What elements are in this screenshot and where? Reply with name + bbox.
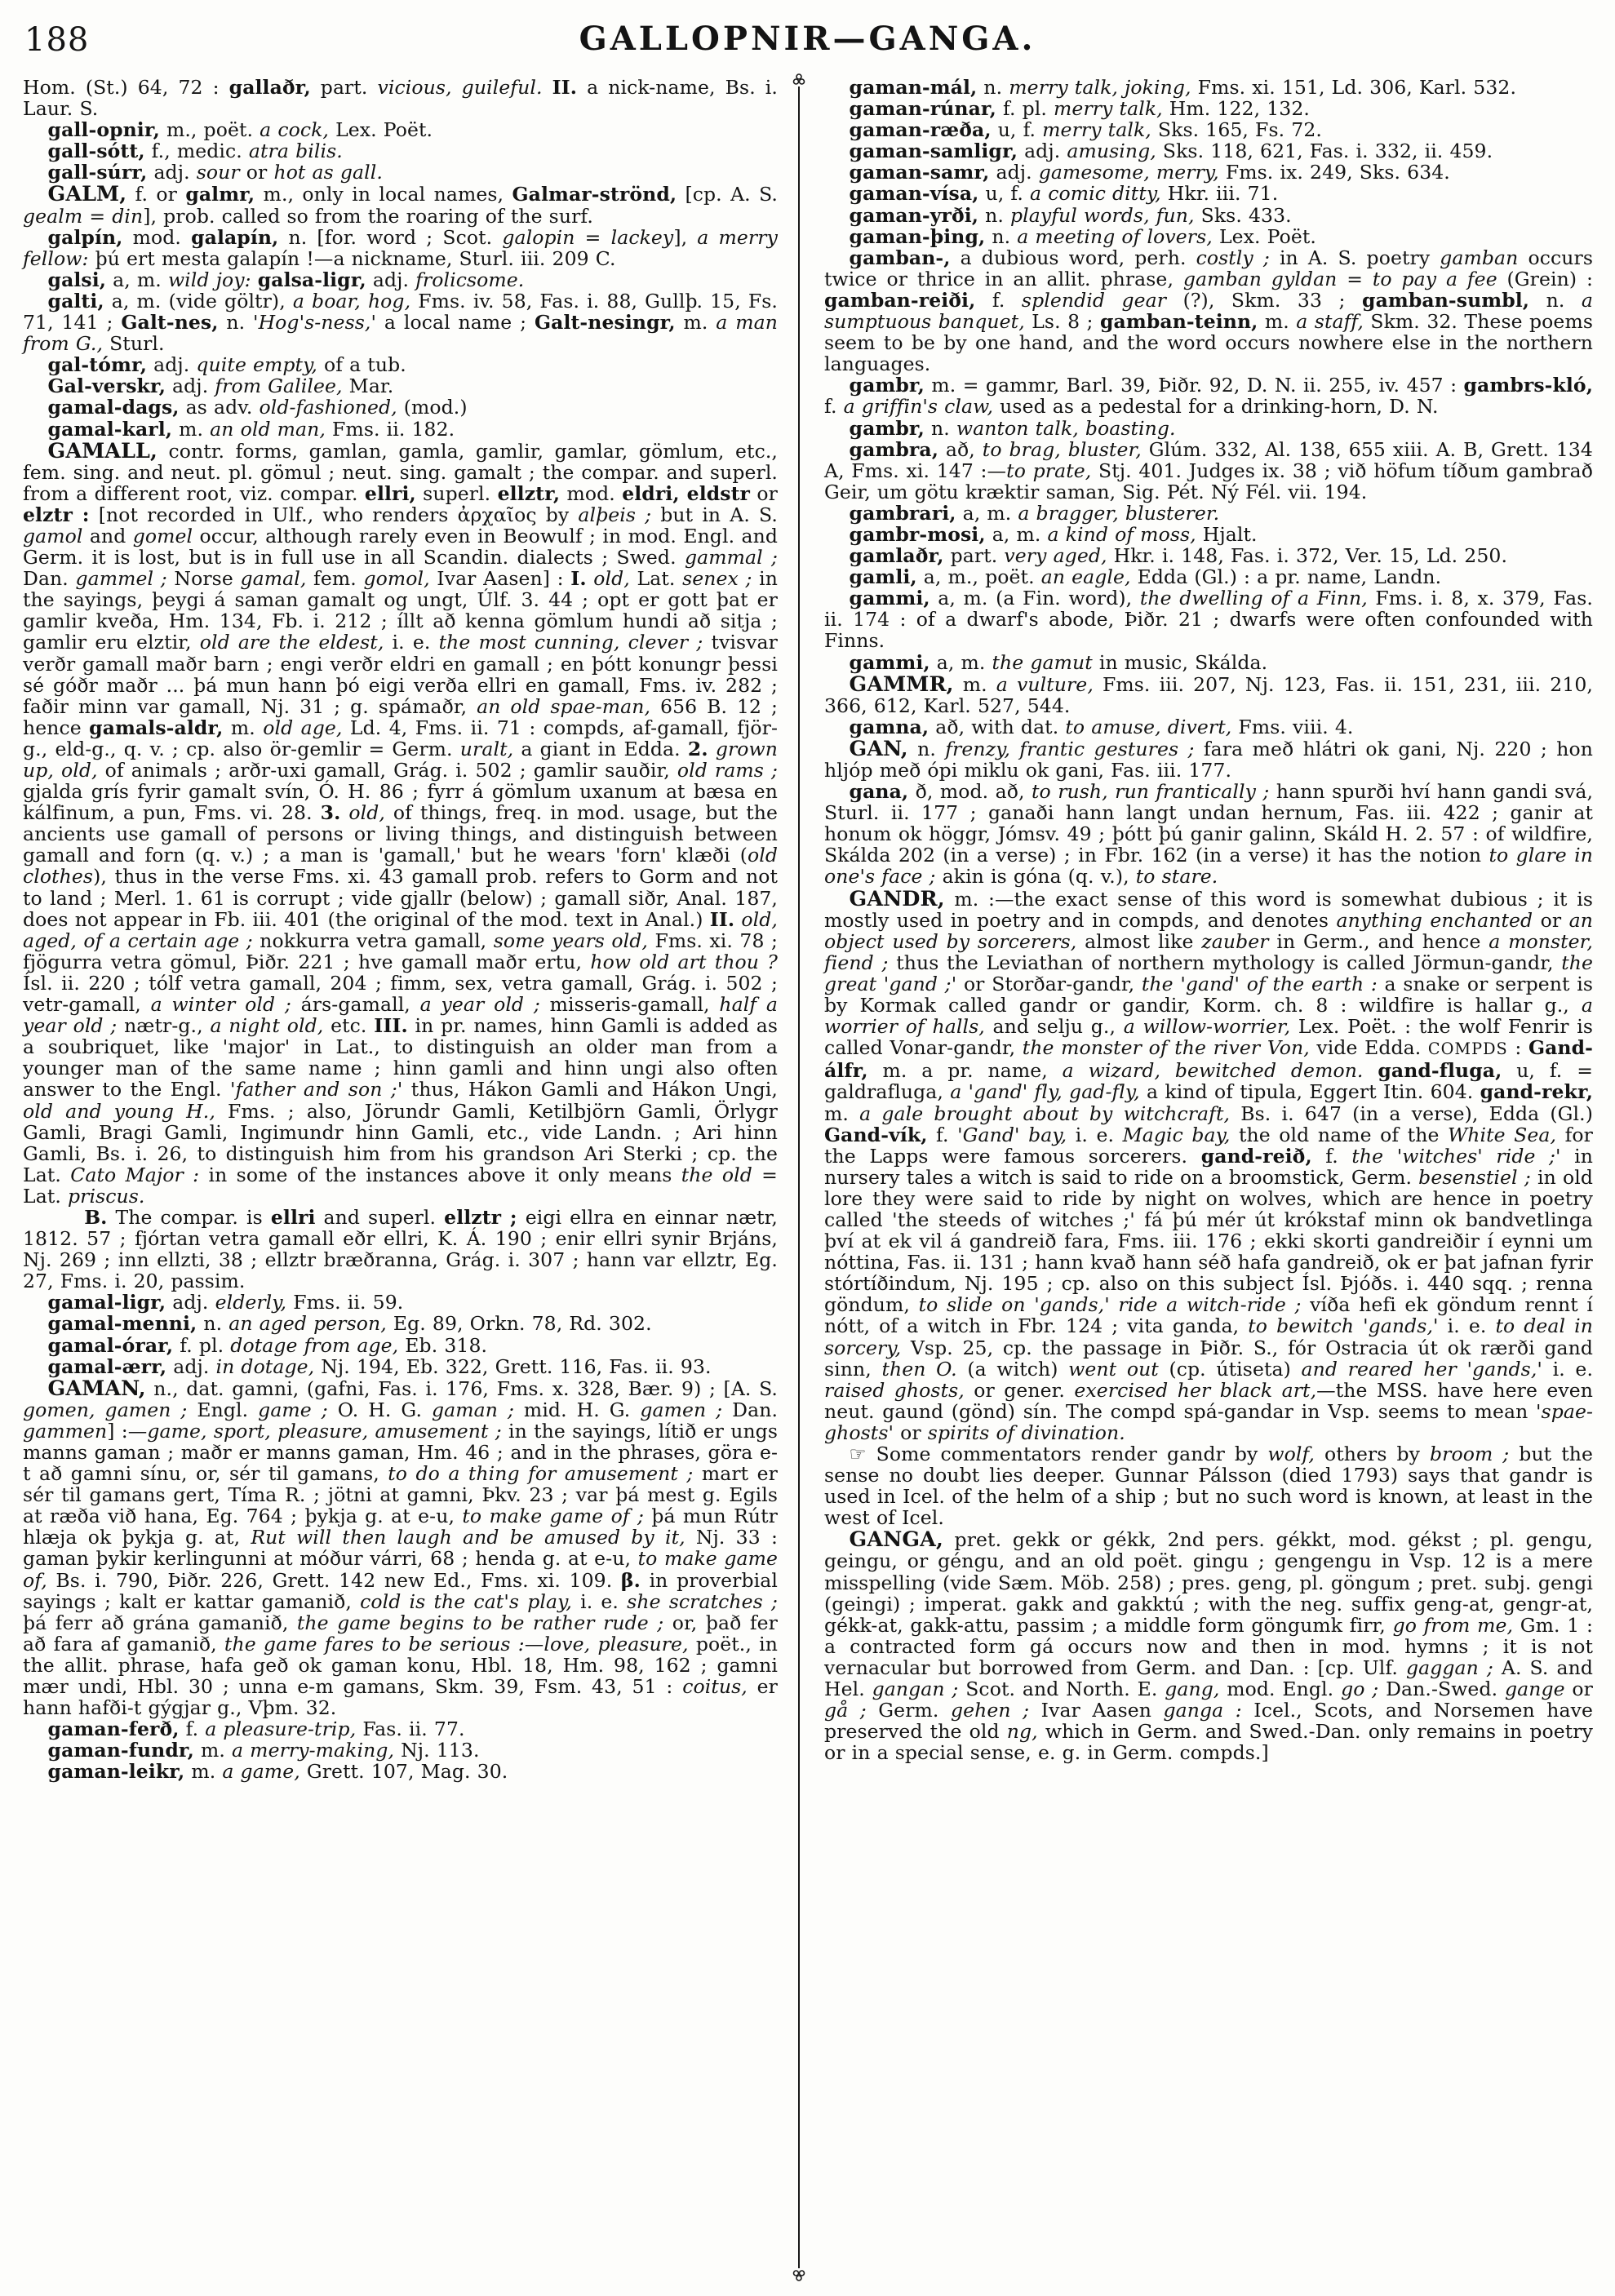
- dictionary-entry: GAMALL, contr. forms, gamlan, gamla, gamlir, gamlar, gömlum, etc., fem. sing. and neut. pl. gömul ; neut. sing. gamalt ; the compar. and superl. from a different root, viz. compar. ellri, superl. ellztr, mod. eldri, eldstr or elztr : [not recorded in Ulf., who renders ἀρχαῖος by alþeis ; but in A. S. gamol and gomel occur, although rarely even in Beowulf ; in mod. Engl. and Germ. it is lost, but is in full use in all Scandin. dialects ; Swed. gammal ; Dan. gammel ; Norse gamal, fem. gomol, Ivar Aasen] : I. old, Lat. senex ; in the sayings, þeygi á saman gamalt og ungt, Úlf. 3. 44 ; opt er gott þat er gamlir kveða, Hm. 134, Fb. i. 212 ; íllt að kenna gömlum hundi að sitja ; gamlir eru elztir, old are the eldest, i. e. the most cunning, clever ; tvisvar verðr gamall maðr barn ; engi verðr eldri en gamall ; en þótt konungr þessi sé góðr maðr ... þá mun hann þó eigi verða ellri en gamall, Fms. iv. 282 ; faðir minn var gamall, Nj. 31 ; g. spámaðr, an old spae-man, 656 B. 12 ; hence gamals-aldr, m. old age, Ld. 4, Fms. ii. 71 : compds, af-gamall, fjör-g., eld-g., q. v. ; cp. also ör-gemlir = Germ. uralt, a giant in Edda. 2. grown up, old, of animals ; arðr-uxi gamall, Grág. i. 502 ; gamlir sauðir, old rams ; gjalda grís fyrir gamalt svín, Ó. H. 86 ; fyrr á gömlum uxanum at bæsa en kálfinum, a pun, Fms. vi. 28. 3. old, of things, freq. in mod. usage, but the ancients use gamall of persons or living things, and distinguish between gamall and forn (q. v.) ; a man is 'gamall,' but he wears 'forn' klæði (old clothes), thus in the verse Fms. xi. 43 gamall prob. refers to Gorm and not to land ; Merl. 1. 61 is corrupt ; vide gjallr (below) ; gamall siðr, Anal. 187, does not appear in Fb. iii. 401 (the original of the mod. text in Anal.) II. old, aged, of a certain age ; nokkurra vetra gamall, some years old, Fms. xi. 78 ; fjögurra vetra gömul, Þiðr. 221 ; hve gamall maðr ertu, how old art thou ? Ísl. ii. 220 ; tólf vetra gamall, 204 ; fimm, sex, vetra gamall, Grág. i. 502 ; vetr-gamall, a winter old ; árs-gamall, a year old ; misseris-gamall, half a year old ; nætr-g., a night old, etc. III. in pr. names, hinn Gamli is added as a soubriquet, like 'major' in Lat., to distinguish an older man from a younger man of the same name ; hinn gamli and hinn ungi also often answer to the Engl. 'father and son ;' thus, Hákon Gamli and Hákon Ungi, old and young H., Fms. ; also, Jörundr Gamli, Ketilbjörn Gamli, Örlygr Gamli, Bragi Gamli, Ingimundr hinn Gamli, etc., vide Landn. ; Ari hinn Gamli, Bs. i. 26, to distinguish him from his grandson Ari Sterki ; cp. the Lat. Cato Major : in some of the instances above it only means the old = Lat. priscus.: [23, 437, 779, 1208]
- dictionary-entry: gaman-ferð, f. a pleasure-trip, Fas. ii. 77.: [47, 1718, 465, 1741]
- dictionary-entry: gambrari, a, m. a bragger, blusterer.: [849, 501, 1220, 525]
- dictionary-entry: GALM, f. or galmr, m., only in local names, Galmar-strönd, [cp. A. S. gealm = din], prob. called so from the roaring of the surf.: [23, 181, 778, 228]
- dictionary-entry: GAN, n. frenzy, frantic gestures ; fara með hlátri ok gani, Nj. 220 ; hon hljóp með ópi miklu ok gani, Fas. iii. 177.: [824, 735, 1593, 782]
- page-number: 188: [24, 21, 90, 59]
- dictionary-entry: gaman-samligr, adj. amusing, Sks. 118, 621, Fas. i. 332, ii. 459.: [849, 140, 1493, 163]
- dictionary-entry: gaman-samr, adj. gamesome, merry, Fms. ix. 249, Sks. 634.: [849, 161, 1450, 184]
- dictionary-entry: ☞ Some commentators render gandr by wolf, others by broom ; but the sense no doubt lies deeper. Gunnar Pálsson (died 1793) says that gandr is used in Icel. of the helm of a ship ; but no such word is known, at least in the west of Icel.: [824, 1443, 1593, 1530]
- dictionary-entry: gaman-rúnar, f. pl. merry talk, Hm. 122, 132.: [849, 97, 1310, 121]
- dictionary-entry: gamban-, a dubious word, perh. costly ; in A. S. poetry gamban occurs twice or thrice in an allit. phrase, gamban gyldan = to pay a fee (Grein) : gamban-reiði, f. splendid gear (?), Skm. 33 ; gamban-sumbl, n. a sumptuous banquet, Ls. 8 ; gamban-teinn, m. a staff, Skm. 32. These poems seem to be by one hand, and the word occurs nowhere else in the northern languages.: [824, 246, 1594, 376]
- dictionary-entry: gana, ð, mod. að, to rush, run frantically ; hann spurði hví hann gandi svá, Sturl. ii. 177 ; ganaði hann langt undan hernum, Fas. iii. 422 ; ganir at honum ok höggr, Jómsv. 49 ; þótt þú ganir galinn, Skáld H. 2. 57 : of wildfire, Skálda 202 (in a verse) ; in Fbr. 162 (in a verse) it has the notion to glare in one's face ; akin is góna (q. v.), to stare.: [824, 780, 1594, 889]
- page-header: [0, 15, 1615, 64]
- dictionary-entry: gamlaðr, part. very aged, Hkr. i. 148, Fas. i. 372, Ver. 15, Ld. 250.: [849, 544, 1508, 568]
- dictionary-entry: galsi, a, m. wild joy: galsa-ligr, adj. frolicsome.: [47, 268, 525, 291]
- dictionary-entry: gaman-þing, n. a meeting of lovers, Lex. Poët.: [849, 224, 1316, 248]
- dictionary-entry: B. The compar. is ellri and superl. ellztr ; eigi ellra en einnar nætr, 1812. 57 ; fjórtan vetra gamall eðr ellri, K. Á. 190 ; enir ellri synir Brjáns, Nj. 269 ; inn ellzti, 38 ; ellztr bræðranna, Grág. i. 307 ; hann var ellztr, Eg. 27, Fms. i. 20, passim.: [23, 1205, 778, 1293]
- dictionary-entry: gambra, að, to brag, bluster, Glúm. 332, Al. 138, 655 xiii. A. B, Grett. 134 A, Fms. xi. 147 :—to prate, Stj. 401. Judges ix. 38 ; við höfum tíðum gambrað Geir, um götu kræktir saman, Sig. Pét. Ný Fél. vii. 194.: [824, 437, 1593, 503]
- divider-rule: [798, 86, 800, 2268]
- dictionary-entry: gall-súrr, adj. sour or hot as gall.: [47, 161, 383, 184]
- dictionary-entry: gall-opnir, m., poët. a cock, Lex. Poët.: [47, 118, 433, 142]
- dictionary-entry: gall-sótt, f., medic. atra bilis.: [47, 140, 343, 163]
- dictionary-entry: gammi, a, m. the gamut in music, Skálda.: [849, 650, 1268, 674]
- dictionary-entry: gamal-ærr, adj. in dotage, Nj. 194, Eb. 322, Grett. 116, Fas. ii. 93.: [47, 1354, 712, 1378]
- dictionary-entry: GANGA, pret. gekk or gékk, 2nd pers. gékkt, mod. gékst ; pl. gengu, geingu, or géngu, and an old poët. gingu ; gengengu in Vsp. 12 is a mere misspelling (vide Sæm. Möb. 258) ; pres. geng, pl. göngum ; pret. subj. gengi (geingi) ; imperat. gakk and gakktú ; with the neg. suffix geng-at, gengr-at, gékk-at, gakk-attu, passim ; a middle form göngumk firr, go from me, Gm. 1 : a contracted form gá occurs now and then in mod. hymns ; it is not vernacular but borrowed from Germ. and Dan. : [cp. Ulf. gaggan ; A. S. and Hel. gangan ; Scot. and North. E. gang, mod. Engl. go ; Dan.-Swed. gange or gå ; Germ. gehen ; Ivar Aasen ganga : Icel., Scots, and Norsemen have preserved the old ng, which in Germ. and Swed.-Dan. only remains in poetry or in a special sense, e. g. in Germ. compds.]: [824, 1527, 1594, 1765]
- dictionary-entry: gaman-mál, n. merry talk, joking, Fms. xi. 151, Ld. 306, Karl. 532.: [849, 76, 1517, 99]
- dictionary-entry: gambr, n. wanton talk, boasting.: [849, 416, 1176, 440]
- dictionary-entry: GAMMR, m. a vulture, Fms. iii. 207, Nj. 123, Fas. ii. 151, 231, iii. 210, 366, 612, Karl. 527, 544.: [824, 671, 1593, 717]
- dictionary-entry: gamal-menni, n. an aged person, Eg. 89, Orkn. 78, Rd. 302.: [47, 1312, 652, 1336]
- trefoil-ornament-icon: [792, 73, 805, 86]
- dictionary-entry: GANDR, m. :—the exact sense of this word is somewhat dubious ; it is mostly used in poetry and in compds, and denotes anything enchanted or an object used by sorcerers, almost like zauber in Germ., and hence a monster, fiend ; thus the Leviathan of northern mythology is called Jörmun-gandr, the great 'gand ;' or Storðar-gandr, the 'gand' of the earth : a snake or serpent is by Kormak called gandr or gandir, Korm. ch. 8 : wildfire is hallar g., a worrier of halls, and selju g., a willow-worrier, Lex. Poët. : the wolf Fenrir is called Vonar-gandr, the monster of the river Von, vide Edda. COMPDS : Gand-álfr, m. a pr. name, a wizard, bewitched demon. gand-fluga, u, f. = galdrafluga, a 'gand' fly, gad-fly, a kind of tipula, Eggert Itin. 604. gand-rekr, m. a gale brought about by witchcraft, Bs. i. 647 (in a verse), Edda (Gl.) Gand-vík, f. 'Gand' bay, i. e. Magic bay, the old name of the White Sea, for the Lapps were famous sorcerers. gand-reið, f. the 'witches' ride ;' in nursery tales a witch is said to ride on a broomstick, Germ. besenstiel ; in old lore they were said to ride by night on wolves, which are hence in poetry called 'the steeds of witches ;' fá þú mér út krókstaf minn ok bandvetlinga því at ek vil á gandreið fara, Fms. iii. 176 ; ekki skorti gandreiðir í eynni um nóttina, Fas. ii. 131 ; hann kvað hann séð hafa gandreið, ok er þat jafnan fyrir stórtíðindum, Nj. 195 ; cp. also on this subject Ísl. Þjóðs. i. 440 sqq. ; renna göndum, to slide on 'gands,' ride a witch-ride ; víða hefi ek göndum rennt í nótt, of a witch in Fbr. 124 ; vita ganda, to bewitch 'gands,' i. e. to deal in sorcery, Vsp. 25, cp. the passage in Þiðr. S., fór Ostracia út ok rærði gand sinn, then O. (a witch) went out (cp. útiseta) and reared her 'gands,' i. e. raised ghosts, or gener. exercised her black art,—the MSS. have here even neut. gaund (gönd) sín. The compd spá-gandar in Vsp. seems to mean 'spae-ghosts' or spirits of divination.: [824, 885, 1594, 1444]
- dictionary-entry: gamal-dags, as adv. old-fashioned, (mod.): [47, 396, 468, 419]
- dictionary-entry: gammi, a, m. (a Fin. word), the dwelling of a Finn, Fms. i. 8, x. 379, Fas. ii. 174 : of a dwarf's abode, Þiðr. 21 ; dwarfs were often confounded with Finns.: [824, 587, 1593, 653]
- dictionary-entry: gaman-yrði, n. playful words, fun, Sks. 433.: [849, 203, 1292, 227]
- dictionary-entry: gamal-ligr, adj. elderly, Fms. ii. 59.: [47, 1291, 404, 1314]
- dictionary-entry: gambr-mosi, a, m. a kind of moss, Hjalt.: [849, 522, 1258, 546]
- dictionary-entry: gambr, m. = gammr, Barl. 39, Þiðr. 92, D. N. ii. 255, iv. 457 : gambrs-kló, f. a griffin's claw, used as a pedestal for a drinking-horn, D. N.: [824, 374, 1593, 419]
- dictionary-entry: gaman-leikr, m. a game, Grett. 107, Mag. 30.: [47, 1760, 508, 1784]
- dictionary-entry: galti, a, m. (vide göltr), a boar, hog, Fms. iv. 58, Fas. i. 88, Gullþ. 15, Fs. 71, 141 ; Galt-nes, n. 'Hog's-ness,' a local name ; Galt-nesingr, m. a man from G., Sturl.: [23, 289, 779, 356]
- dictionary-entry: gamal-órar, f. pl. dotage from age, Eb. 318.: [47, 1333, 488, 1357]
- dictionary-entry: Gal-verskr, adj. from Galilee, Mar.: [47, 375, 394, 398]
- dictionary-entry: gaman-vísa, u, f. a comic ditty, Hkr. iii. 71.: [849, 182, 1279, 206]
- dictionary-entry: gamli, a, m., poët. an eagle, Edda (Gl.) : a pr. name, Landn.: [849, 565, 1442, 589]
- left-column: [23, 77, 778, 1783]
- dictionary-entry: gaman-fundr, m. a merry-making, Nj. 113.: [47, 1739, 480, 1762]
- dictionary-entry: galpín, mod. galapín, n. [for. word ; Scot. galopin = lackey], a merry fellow: þú ert mesta galapín !—a nickname, Sturl. iii. 209 C.: [23, 225, 778, 270]
- dictionary-entry: gamna, að, with dat. to amuse, divert, Fms. viii. 4.: [849, 715, 1354, 738]
- dictionary-entry: gamal-karl, m. an old man, Fms. ii. 182.: [47, 417, 455, 441]
- dictionary-entry: gal-tómr, adj. quite empty, of a tub.: [47, 353, 406, 377]
- dictionary-entry: GAMAN, n., dat. gamni, (gafni, Fas. i. 176, Fms. x. 328, Bær. 9) ; [A. S. gomen, gamen ; Engl. game ; O. H. G. gaman ; mid. H. G. gamen ; Dan. gammen] :—game, sport, pleasure, amusement ; in the sayings, lítið er ungs manns gaman ; maðr er manns gaman, Hm. 46 ; and in the phrases, göra e-t að gamni sínu, or, sér til gamans, to do a thing for amusement ; mart er sér til gamans gert, Tíma R. ; jötni at gamni, Þkv. 23 ; var þá mest g. Egils at ræða við hana, Eg. 764 ; þykja g. at e-u, to make game of ; þá mun Rútr hlæja ok þykja g. at, Rut will then laugh and be amused by it, Nj. 33 : gaman þykir kerlingunni at móður várri, 68 ; henda g. at e-u, to make game of, Bs. i. 790, Þiðr. 226, Grett. 142 new Ed., Fms. xi. 109. β. in proverbial sayings ; kalt er kattar gamanið, cold is the cat's play, i. e. she scratches ; þá ferr að grána gamanið, the game begins to be rather rude ; or, það fer að fara af gamanið, the game fares to be serious :—love, pleasure, poët., in the allit. phrase, hafa geð ok gaman konu, Hbl. 18, Hm. 98, 162 ; gamni mær undi, Hbl. 30 ; unna e-m gamans, Skm. 39, Fsm. 43, 51 : coitus, er hann hafði-t gýgjar g., Vþm. 32.: [23, 1375, 779, 1720]
- dictionary-entry: Hom. (St.) 64, 72 : gallaðr, part. vicious, guileful. II. a nick-name, Bs. i. Laur. S.: [23, 76, 778, 121]
- trefoil-ornament-icon: [792, 2268, 805, 2281]
- page-title: GALLOPNIR—GANGA.: [579, 20, 1036, 58]
- column-divider: [792, 73, 805, 2281]
- right-column: [824, 77, 1593, 1763]
- dictionary-entry: gaman-ræða, u, f. merry talk, Sks. 165, Fs. 72.: [849, 118, 1322, 142]
